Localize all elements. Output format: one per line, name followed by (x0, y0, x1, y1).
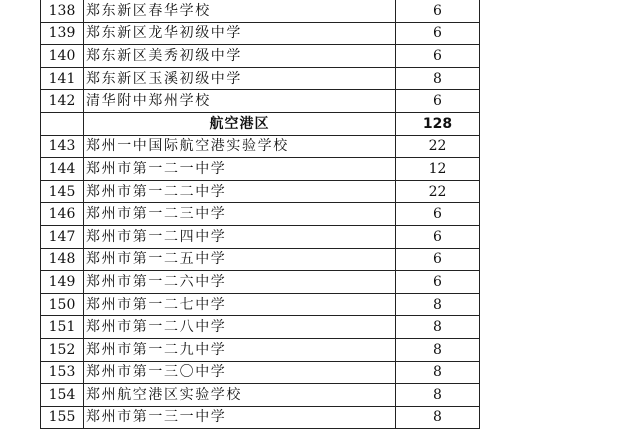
school-name: 郑州市第一二六中学 (84, 271, 396, 294)
row-number: 142 (41, 90, 84, 113)
row-number: 150 (41, 293, 84, 316)
table-row (41, 338, 480, 361)
school-name: 郑州一中国际航空港实验学校 (84, 135, 396, 158)
row-number: 154 (41, 384, 84, 407)
section-total: 128 (396, 112, 480, 135)
table-row (41, 293, 480, 316)
row-number: 141 (41, 67, 84, 90)
school-name: 郑东新区龙华初级中学 (84, 22, 396, 45)
row-number: 152 (41, 338, 84, 361)
school-name: 郑东新区美秀初级中学 (84, 45, 396, 68)
school-name: 郑州市第一二五中学 (84, 248, 396, 271)
row-number: 139 (41, 22, 84, 45)
table-row (41, 384, 480, 407)
row-number: 155 (41, 406, 84, 429)
quota-count: 12 (396, 158, 480, 181)
quota-count: 6 (396, 0, 480, 22)
quota-count: 8 (396, 406, 480, 429)
school-name: 郑州市第一二八中学 (84, 316, 396, 339)
quota-count: 8 (396, 67, 480, 90)
table-row (41, 90, 480, 113)
row-number: 143 (41, 135, 84, 158)
row-number: 147 (41, 225, 84, 248)
table-row (41, 22, 480, 45)
school-name: 郑州市第一三〇中学 (84, 361, 396, 384)
table-row (41, 67, 480, 90)
school-name: 郑州航空港区实验学校 (84, 384, 396, 407)
quota-count: 6 (396, 22, 480, 45)
quota-count: 6 (396, 225, 480, 248)
school-name: 清华附中郑州学校 (84, 90, 396, 113)
quota-count: 8 (396, 293, 480, 316)
quota-count: 8 (396, 384, 480, 407)
school-name: 郑州市第一三一中学 (84, 406, 396, 429)
row-number: 146 (41, 203, 84, 226)
section-number-cell (41, 112, 84, 135)
school-name: 郑州市第一二三中学 (84, 203, 396, 226)
quota-count: 8 (396, 316, 480, 339)
table-row (41, 203, 480, 226)
table-row (41, 158, 480, 181)
table-row (41, 406, 480, 429)
school-name: 郑东新区玉溪初级中学 (84, 67, 396, 90)
row-number: 144 (41, 158, 84, 181)
section-title: 航空港区 (84, 112, 396, 135)
table-row (41, 180, 480, 203)
school-quota-table (40, 0, 480, 429)
table-row (41, 0, 480, 22)
school-name: 郑州市第一二四中学 (84, 225, 396, 248)
school-name: 郑州市第一二一中学 (84, 158, 396, 181)
row-number: 140 (41, 45, 84, 68)
table-row (41, 45, 480, 68)
table-body (41, 0, 480, 429)
table-row (41, 248, 480, 271)
quota-count: 6 (396, 248, 480, 271)
table-row (41, 271, 480, 294)
section-header-row (41, 112, 480, 135)
quota-count: 22 (396, 180, 480, 203)
quota-count: 22 (396, 135, 480, 158)
school-name: 郑州市第一二七中学 (84, 293, 396, 316)
table-row (41, 225, 480, 248)
table-row (41, 361, 480, 384)
row-number: 148 (41, 248, 84, 271)
row-number: 153 (41, 361, 84, 384)
school-name: 郑东新区春华学校 (84, 0, 396, 22)
quota-count: 8 (396, 338, 480, 361)
row-number: 145 (41, 180, 84, 203)
school-name: 郑州市第一二二中学 (84, 180, 396, 203)
quota-count: 6 (396, 45, 480, 68)
school-name: 郑州市第一二九中学 (84, 338, 396, 361)
quota-count: 6 (396, 203, 480, 226)
quota-count: 6 (396, 271, 480, 294)
table-row (41, 135, 480, 158)
row-number: 149 (41, 271, 84, 294)
quota-count: 6 (396, 90, 480, 113)
row-number: 151 (41, 316, 84, 339)
table-row (41, 316, 480, 339)
quota-count: 8 (396, 361, 480, 384)
row-number: 138 (41, 0, 84, 22)
